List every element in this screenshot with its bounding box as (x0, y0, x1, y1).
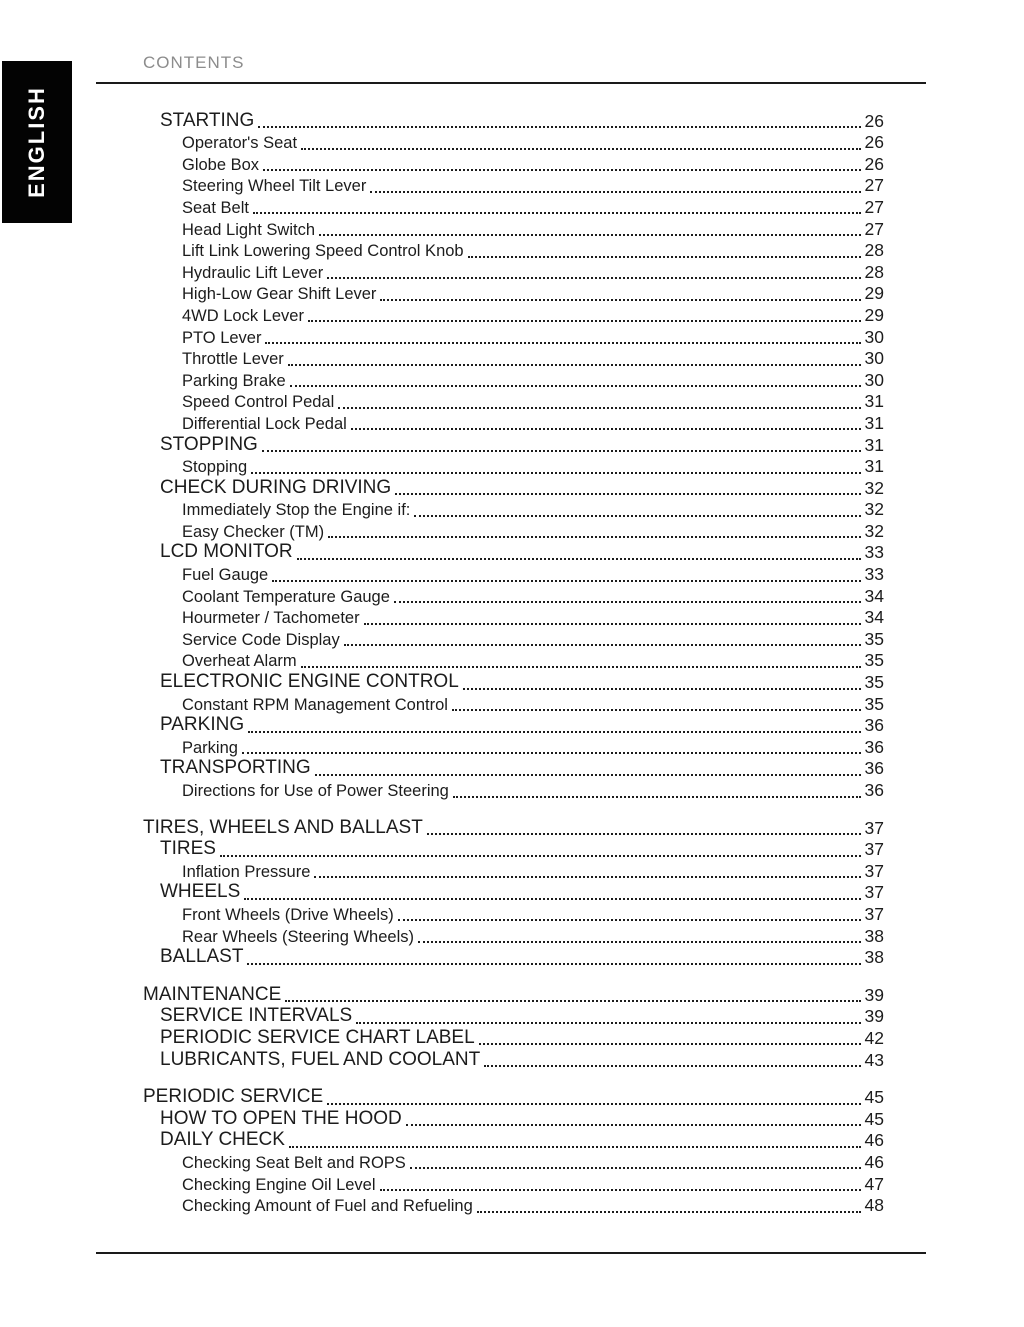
toc-entry (96, 196, 926, 218)
dot-leader (272, 580, 860, 582)
dot-leader (285, 1000, 860, 1002)
dot-leader (410, 1167, 861, 1169)
dot-leader (253, 212, 861, 214)
toc-entry (96, 671, 926, 693)
toc-entry-page: 29 (864, 283, 884, 304)
language-tab (2, 61, 72, 223)
toc-entry-page: 45 (864, 1087, 884, 1108)
toc-entry-page: 37 (864, 817, 884, 838)
toc-entry (96, 1006, 926, 1028)
page-content (96, 0, 926, 1327)
dot-leader (262, 450, 861, 452)
toc-entry (96, 240, 926, 262)
toc-entry-label: Checking Engine Oil Level (182, 1175, 376, 1194)
toc-entry (96, 283, 926, 305)
dot-leader (315, 774, 861, 776)
toc-entry (96, 1173, 926, 1195)
toc-entry-page: 43 (864, 1049, 884, 1070)
toc-entry (96, 348, 926, 370)
dot-leader (288, 364, 861, 366)
toc-entry-label: Easy Checker (TM) (182, 522, 325, 541)
toc-entry-page: 46 (864, 1151, 884, 1172)
dot-leader (344, 644, 861, 646)
dot-leader (394, 601, 861, 603)
toc-entry (96, 1130, 926, 1152)
toc-entry-label: BALLAST (160, 946, 244, 968)
toc-entry-label: Coolant Temperature Gauge (182, 587, 390, 606)
toc-entry (96, 1108, 926, 1130)
toc-entry-label: Rear Wheels (Steering Wheels) (182, 927, 414, 946)
toc-entry (96, 860, 926, 882)
toc-entry-page: 31 (864, 412, 884, 433)
toc-entry-label: TRANSPORTING (160, 757, 311, 779)
toc-entry-label: Stopping (182, 458, 248, 477)
dot-leader (328, 536, 860, 538)
toc-entry-label: Hourmeter / Tachometer (182, 609, 360, 628)
toc-entry-page: 36 (864, 780, 884, 800)
toc-entry-label: TIRES (160, 838, 216, 860)
toc-entry-page: 29 (864, 304, 884, 325)
dot-leader (251, 472, 860, 474)
dot-leader (327, 277, 860, 279)
toc-entry-label: Speed Control Pedal (182, 393, 335, 412)
dot-leader (452, 709, 861, 711)
toc-entry (96, 175, 926, 197)
toc-entry-label: STOPPING (160, 433, 258, 455)
toc-entry (96, 477, 926, 499)
toc-entry-page: 32 (864, 520, 884, 541)
toc-entry-label: MAINTENANCE (143, 983, 282, 1005)
toc-entry-label: Lift Link Lowering Speed Control Knob (182, 242, 464, 261)
toc-entry-label: Inflation Pressure (182, 862, 311, 881)
toc-entry-page: 47 (864, 1173, 884, 1194)
dot-leader (263, 169, 860, 171)
toc-entry (96, 1195, 926, 1217)
toc-entry (96, 736, 926, 758)
dot-leader (479, 1043, 861, 1045)
toc-entry (96, 607, 926, 629)
toc-entry (96, 261, 926, 283)
toc-entry (96, 628, 926, 650)
dot-leader (427, 833, 861, 835)
toc-entry-label: Fuel Gauge (182, 566, 269, 585)
dot-leader (395, 493, 860, 495)
toc-entry-label: Steering Wheel Tilt Lever (182, 177, 367, 196)
toc-entry-page: 26 (864, 153, 884, 174)
toc-entry (96, 456, 926, 478)
toc-entry-label: Parking Brake (182, 371, 286, 390)
toc-entry-page: 26 (864, 110, 884, 131)
dot-leader (290, 385, 861, 387)
toc-entry-page: 32 (864, 499, 884, 520)
dot-leader (453, 796, 861, 798)
toc-entry-page: 33 (864, 542, 884, 563)
toc-entry-label: CHECK DURING DRIVING (160, 476, 392, 498)
toc-entry (96, 369, 926, 391)
toc-entry-label: Hydraulic Lift Lever (182, 263, 324, 282)
dot-leader (477, 1211, 861, 1213)
dot-leader (414, 515, 860, 517)
toc-entry (96, 758, 926, 780)
toc-entry-label: SERVICE INTERVALS (160, 1005, 353, 1027)
page-title: CONTENTS (143, 53, 245, 72)
toc-entry-page: 48 (864, 1195, 884, 1216)
toc-entry (96, 882, 926, 904)
toc-entry-page: 33 (864, 564, 884, 585)
toc-entry (96, 585, 926, 607)
toc-entry-label: PTO Lever (182, 328, 262, 347)
toc-entry (96, 563, 926, 585)
dot-leader (398, 919, 861, 921)
dot-leader (242, 752, 861, 754)
toc-entry-page: 37 (864, 860, 884, 881)
dot-leader (351, 428, 861, 430)
toc-entry (96, 1049, 926, 1071)
toc-entry-page: 26 (864, 132, 884, 153)
toc-entry-page: 34 (864, 585, 884, 606)
toc-entry-page: 30 (864, 369, 884, 390)
toc-entry-page: 36 (864, 758, 884, 779)
toc-entry (96, 984, 926, 1006)
toc-entry (96, 434, 926, 456)
toc-entry-label: Differential Lock Pedal (182, 414, 347, 433)
dot-leader (370, 191, 860, 193)
toc-entry-label: PARKING (160, 714, 245, 736)
toc-entry-page: 28 (864, 261, 884, 282)
toc-entry-label: Operator's Seat (182, 134, 298, 153)
toc-entry (96, 779, 926, 801)
dot-leader (380, 1189, 861, 1191)
toc-entry (96, 520, 926, 542)
dot-leader (356, 1022, 860, 1024)
toc-entry (96, 903, 926, 925)
toc-entry (96, 947, 926, 969)
toc-entry (96, 110, 926, 132)
dot-leader (406, 1124, 861, 1126)
toc-entry (96, 839, 926, 861)
toc-entry-label: Constant RPM Management Control (182, 695, 448, 714)
toc-entry-page: 37 (864, 839, 884, 860)
toc-entry (96, 326, 926, 348)
toc-entry-label: LUBRICANTS, FUEL AND COOLANT (160, 1048, 481, 1070)
toc-entry-page: 35 (864, 672, 884, 693)
toc-entry (96, 542, 926, 564)
toc-group (96, 817, 926, 968)
dot-leader (301, 148, 860, 150)
toc-entry-page: 27 (864, 196, 884, 217)
dot-leader (327, 1103, 860, 1105)
toc-entry-page: 32 (864, 477, 884, 498)
dot-leader (418, 941, 861, 943)
toc-entry-page: 31 (864, 456, 884, 477)
dot-leader (364, 623, 861, 625)
toc-entry-label: Throttle Lever (182, 350, 284, 369)
dot-leader (484, 1065, 860, 1067)
dot-leader (468, 256, 861, 258)
toc-entry-page: 42 (864, 1027, 884, 1048)
toc-entry-page: 45 (864, 1108, 884, 1129)
dot-leader (338, 407, 860, 409)
dot-leader (265, 342, 860, 344)
dot-leader (289, 1146, 861, 1148)
toc-entry-page: 37 (864, 882, 884, 903)
toc-entry (96, 693, 926, 715)
toc-entry (96, 218, 926, 240)
dot-leader (247, 963, 860, 965)
toc-entry-label: 4WD Lock Lever (182, 306, 304, 325)
toc-entry (96, 391, 926, 413)
toc-entry (96, 817, 926, 839)
toc-entry-label: DAILY CHECK (160, 1129, 285, 1151)
dot-leader (319, 234, 861, 236)
toc-group (96, 110, 926, 801)
toc-entry-page: 30 (864, 326, 884, 347)
toc-entry-page: 39 (864, 984, 884, 1005)
header-rule (96, 82, 926, 84)
footer-rule (96, 1252, 926, 1254)
toc-entry-label: Parking (182, 738, 238, 757)
dot-leader (380, 299, 860, 301)
dot-leader (314, 876, 860, 878)
toc-entry-label: ELECTRONIC ENGINE CONTROL (160, 671, 459, 693)
dot-leader (308, 320, 861, 322)
toc-entry-page: 27 (864, 175, 884, 196)
toc-group (96, 1087, 926, 1217)
table-of-contents (96, 110, 926, 1216)
toc-entry-label: LCD MONITOR (160, 541, 293, 563)
toc-entry-label: Immediately Stop the Engine if: (182, 501, 411, 520)
toc-entry-label: Service Code Display (182, 630, 340, 649)
dot-leader (220, 855, 861, 857)
dot-leader (297, 558, 861, 560)
toc-entry-label: Checking Amount of Fuel and Refueling (182, 1197, 473, 1216)
toc-entry-label: Directions for Use of Power Steering (182, 782, 449, 800)
toc-entry-label: PERIODIC SERVICE (143, 1086, 324, 1108)
language-tab-label: ENGLISH (24, 86, 50, 198)
toc-entry-page: 35 (864, 628, 884, 649)
toc-entry (96, 132, 926, 154)
toc-entry (96, 1027, 926, 1049)
dot-leader (258, 126, 860, 128)
toc-entry (96, 715, 926, 737)
toc-entry-label: High-Low Gear Shift Lever (182, 285, 377, 304)
toc-entry-page: 34 (864, 607, 884, 628)
toc-entry-page: 36 (864, 736, 884, 757)
toc-entry (96, 153, 926, 175)
toc-entry-label: STARTING (160, 109, 255, 131)
toc-entry-page: 39 (864, 1006, 884, 1027)
toc-entry (96, 650, 926, 672)
toc-entry-page: 35 (864, 650, 884, 671)
toc-entry (96, 499, 926, 521)
toc-entry-page: 37 (864, 903, 884, 924)
toc-entry-page: 27 (864, 218, 884, 239)
toc-entry (96, 1087, 926, 1109)
toc-entry-page: 38 (864, 925, 884, 946)
toc-entry-page: 31 (864, 434, 884, 455)
toc-entry-label: PERIODIC SERVICE CHART LABEL (160, 1026, 475, 1048)
toc-entry-page: 46 (864, 1130, 884, 1151)
toc-entry (96, 1151, 926, 1173)
toc-group (96, 984, 926, 1070)
dot-leader (248, 731, 860, 733)
toc-entry-page: 38 (864, 947, 884, 968)
toc-entry-label: WHEELS (160, 881, 241, 903)
dot-leader (301, 666, 861, 668)
toc-entry (96, 412, 926, 434)
toc-entry-label: Checking Seat Belt and ROPS (182, 1153, 406, 1172)
toc-entry (96, 925, 926, 947)
toc-entry-page: 30 (864, 348, 884, 369)
toc-entry-label: Head Light Switch (182, 220, 315, 239)
toc-entry-page: 36 (864, 715, 884, 736)
toc-entry-label: Front Wheels (Drive Wheels) (182, 905, 394, 924)
toc-entry-page: 28 (864, 240, 884, 261)
toc-entry-page: 31 (864, 391, 884, 412)
toc-entry-label: Seat Belt (182, 198, 249, 217)
toc-entry-label: TIRES, WHEELS AND BALLAST (143, 816, 423, 838)
toc-entry-label: Globe Box (182, 155, 260, 174)
dot-leader (463, 688, 861, 690)
toc-entry-label: HOW TO OPEN THE HOOD (160, 1107, 402, 1129)
dot-leader (244, 898, 860, 900)
toc-entry-label: Overheat Alarm (182, 652, 297, 671)
toc-entry (96, 304, 926, 326)
toc-entry-page: 35 (864, 693, 884, 714)
